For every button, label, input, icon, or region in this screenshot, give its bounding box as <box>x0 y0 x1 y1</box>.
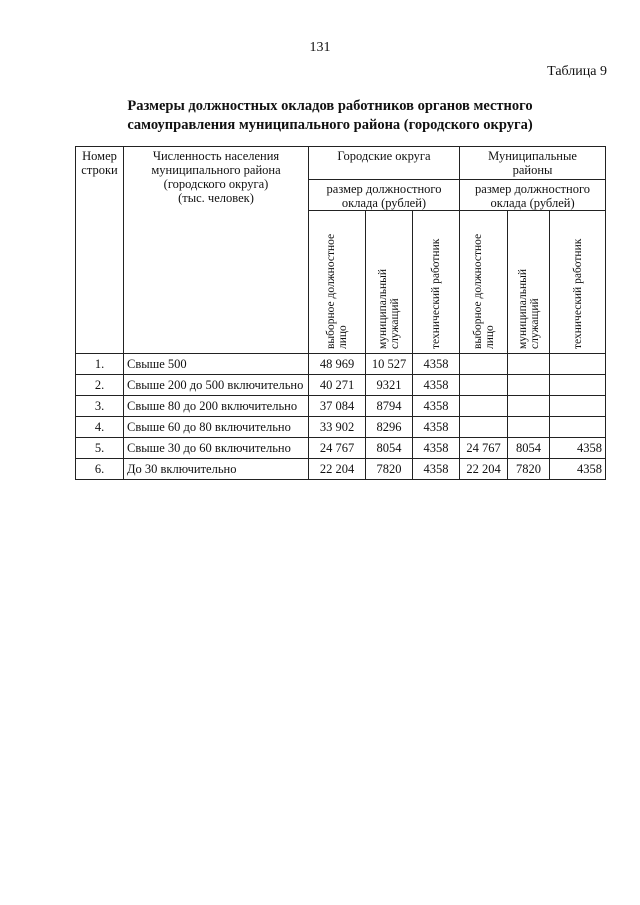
city-elected-cell: 37 084 <box>309 396 366 417</box>
mun-elected-cell <box>460 417 508 438</box>
row-number: 4. <box>76 417 124 438</box>
mun-tech-cell: 4358 <box>550 438 606 459</box>
header-population: Численность населения муниципального района (городского округа) (тыс. человек) <box>124 147 309 354</box>
city-tech-cell: 4358 <box>413 417 460 438</box>
title-line-1: Размеры должностных окладов работников органов местного <box>127 98 533 114</box>
city-municipal-cell: 8794 <box>366 396 413 417</box>
mun-tech-cell <box>550 417 606 438</box>
mun-elected-cell: 24 767 <box>460 438 508 459</box>
header-row-1 <box>76 147 606 180</box>
mun-municipal-cell: 8054 <box>508 438 550 459</box>
header-municipal-technical-worker: технический работник <box>550 211 606 354</box>
page-number: 131 <box>309 40 331 55</box>
population-cell: Свыше 30 до 60 включительно <box>124 438 309 459</box>
population-cell: До 30 включительно <box>124 459 309 480</box>
mun-municipal-cell <box>508 354 550 375</box>
table-row <box>76 396 606 417</box>
header-municipal-salary: размер должностного оклада (рублей) <box>460 180 606 211</box>
city-municipal-cell: 8054 <box>366 438 413 459</box>
table-row <box>76 375 606 396</box>
mun-tech-cell: 4358 <box>550 459 606 480</box>
document-title <box>60 97 600 135</box>
table-row <box>76 417 606 438</box>
mun-municipal-cell <box>508 375 550 396</box>
city-municipal-cell: 8296 <box>366 417 413 438</box>
city-elected-cell: 40 271 <box>309 375 366 396</box>
salary-table <box>75 146 606 480</box>
city-tech-cell: 4358 <box>413 459 460 480</box>
city-elected-cell: 24 767 <box>309 438 366 459</box>
city-elected-cell: 33 902 <box>309 417 366 438</box>
row-number: 3. <box>76 396 124 417</box>
row-number: 6. <box>76 459 124 480</box>
header-municipal-districts: Муниципальные районы <box>460 147 606 180</box>
city-tech-cell: 4358 <box>413 396 460 417</box>
population-cell: Свыше 80 до 200 включительно <box>124 396 309 417</box>
header-city-municipal-employee: муниципальный служащий <box>366 211 413 354</box>
mun-elected-cell <box>460 375 508 396</box>
table-row <box>76 459 606 480</box>
row-number: 5. <box>76 438 124 459</box>
table-row <box>76 438 606 459</box>
header-municipal-elected-official: выборное должностное лицо <box>460 211 508 354</box>
mun-elected-cell <box>460 354 508 375</box>
title-line-2: самоуправления муниципального района (городского округа) <box>127 117 533 133</box>
city-elected-cell: 48 969 <box>309 354 366 375</box>
header-city-technical-worker: технический работник <box>413 211 460 354</box>
mun-tech-cell <box>550 396 606 417</box>
table-label: Таблица 9 <box>547 64 607 79</box>
city-municipal-cell: 10 527 <box>366 354 413 375</box>
city-municipal-cell: 9321 <box>366 375 413 396</box>
mun-tech-cell <box>550 375 606 396</box>
population-cell: Свыше 500 <box>124 354 309 375</box>
city-municipal-cell: 7820 <box>366 459 413 480</box>
row-number: 1. <box>76 354 124 375</box>
city-elected-cell: 22 204 <box>309 459 366 480</box>
city-tech-cell: 4358 <box>413 438 460 459</box>
header-city-elected-official: выборное должностное лицо <box>309 211 366 354</box>
city-tech-cell: 4358 <box>413 375 460 396</box>
table-row <box>76 354 606 375</box>
city-tech-cell: 4358 <box>413 354 460 375</box>
population-cell: Свыше 60 до 80 включительно <box>124 417 309 438</box>
mun-elected-cell <box>460 396 508 417</box>
header-municipal-municipal-employee: муниципальный служащий <box>508 211 550 354</box>
mun-municipal-cell <box>508 417 550 438</box>
row-number: 2. <box>76 375 124 396</box>
header-row-number: Номер строки <box>76 147 124 354</box>
header-city-districts: Городские округа <box>309 147 460 180</box>
mun-municipal-cell <box>508 396 550 417</box>
population-cell: Свыше 200 до 500 включительно <box>124 375 309 396</box>
header-city-salary: размер должностного оклада (рублей) <box>309 180 460 211</box>
mun-tech-cell <box>550 354 606 375</box>
mun-municipal-cell: 7820 <box>508 459 550 480</box>
mun-elected-cell: 22 204 <box>460 459 508 480</box>
